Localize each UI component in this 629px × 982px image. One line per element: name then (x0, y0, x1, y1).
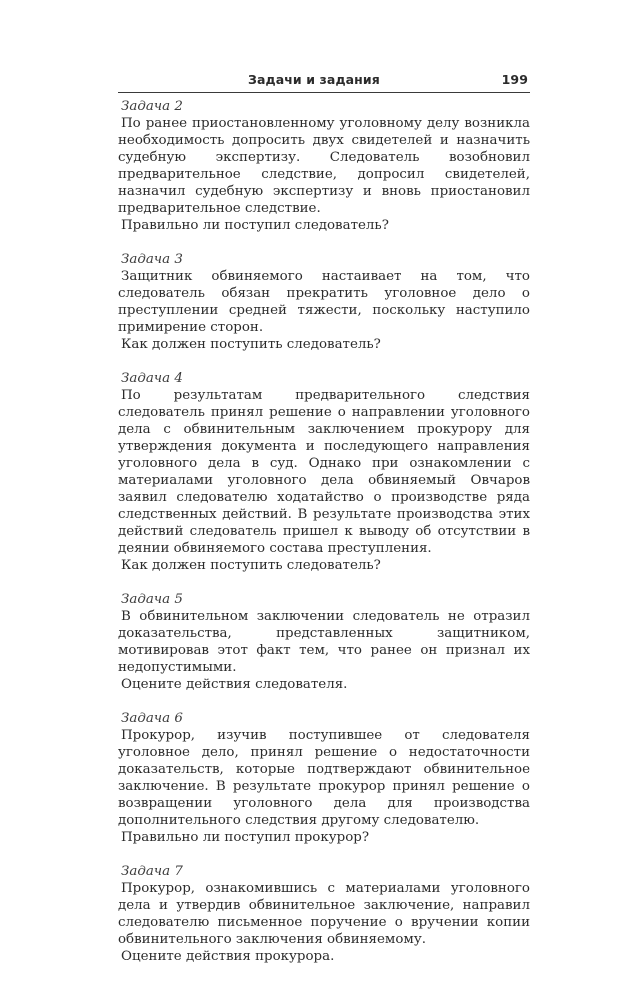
task-heading: Задача 4 (121, 371, 183, 386)
task-text: По результатам предварительного следствия следователь принял решение о направлении уголовного дела с обвинительным заключением прокурору для утверждения документа и последующего направления уголовного дела в суд. Однако при ознакомлении с материалами уголовного дела обвиняемый Овчаров заявил следователю ходатайство о производстве ряда следственных действий. В результате производства этих действий следователь пришел к выводу об отсутствии в деянии обвиняемого состава преступления. (118, 388, 530, 556)
task-3 (118, 251, 530, 353)
task-question: Правильно ли поступил следователь? (121, 218, 389, 233)
task-question: Как должен поступить следователь? (121, 558, 381, 573)
task-text: Защитник обвиняемого настаивает на том, что следователь обязан прекратить уголовное дело о преступлении средней тяжести, поскольку наступило примирение сторон. (118, 269, 530, 335)
task-text: Прокурор, ознакомившись с материалами уголовного дела и утвердив обвинительное заключение, направил следователю письменное поручение о вручении копии обвинительного заключения обвиняемому. (118, 881, 530, 947)
task-4 (118, 370, 530, 574)
task-text: Прокурор, изучив поступившее от следователя уголовное дело, принял решение о недостаточности доказательств, которые подтверждают обвинительное заключение. В результате прокурор принял решение о возвращении уголовного дела для производства дополнительного следствия другому следователю. (118, 728, 530, 828)
task-question: Правильно ли поступил прокурор? (121, 830, 370, 845)
task-heading: Задача 7 (121, 864, 183, 879)
running-header (118, 70, 530, 93)
task-2 (118, 98, 530, 234)
task-text: В обвинительном заключении следователь не отразил доказательства, представленных защитником, мотивировав этот факт тем, что ранее он признал их недопустимыми. (118, 609, 530, 675)
task-heading: Задача 5 (121, 592, 183, 607)
task-heading: Задача 2 (121, 99, 183, 114)
page-number: 199 (501, 72, 528, 87)
task-heading: Задача 6 (121, 711, 183, 726)
task-question: Оцените действия прокурора. (121, 949, 335, 964)
task-text: По ранее приостановленному уголовному делу возникла необходимость допросить двух свидетелей и назначить судебную экспертизу. Следователь возобновил предварительное следствие, допросил свидетелей, назначил судебную экспертизу и вновь приостановил предварительное следствие. (118, 116, 530, 216)
task-heading: Задача 3 (121, 252, 183, 267)
running-title: Задачи и задания (248, 72, 380, 87)
task-question: Как должен поступить следователь? (121, 337, 381, 352)
task-6 (118, 710, 530, 846)
page-content (118, 98, 530, 982)
task-5 (118, 591, 530, 693)
task-question: Оцените действия следователя. (121, 677, 348, 692)
task-7 (118, 863, 530, 965)
